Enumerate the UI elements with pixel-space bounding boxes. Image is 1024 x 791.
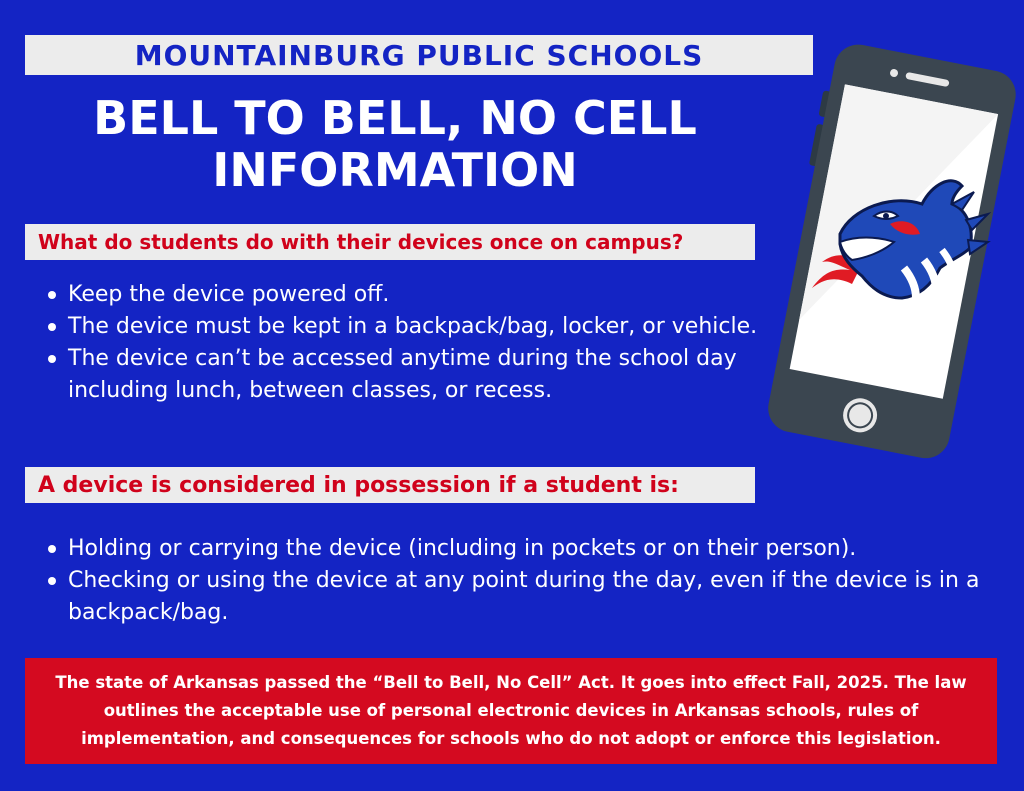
list-item: Holding or carrying the device (including in pockets or on their person). xyxy=(28,533,1018,565)
section-2-list xyxy=(28,533,1018,629)
title-line-1: BELL TO BELL, NO CELL xyxy=(93,91,697,145)
section-2-heading-banner xyxy=(25,467,755,503)
list-item: The device must be kept in a backpack/bag, locker, or vehicle. xyxy=(28,311,758,343)
list-item: The device can’t be accessed anytime during the school day including lunch, between classes, or recess. xyxy=(28,343,758,407)
list-item: Checking or using the device at any point during the day, even if the device is in a backpack/bag. xyxy=(28,565,1018,629)
page-title xyxy=(40,92,750,196)
section-1-list xyxy=(28,279,758,407)
school-name: MOUNTAINBURG PUBLIC SCHOOLS xyxy=(134,38,704,72)
section-1-heading-banner xyxy=(25,224,755,260)
legislation-notice xyxy=(25,658,997,764)
school-name-banner xyxy=(25,35,813,75)
title-line-2: INFORMATION xyxy=(212,143,578,197)
section-1-heading: What do students do with their devices once on campus? xyxy=(38,230,684,254)
section-2-heading: A device is considered in possession if a student is: xyxy=(38,472,679,498)
smartphone-icon xyxy=(756,36,1024,466)
legislation-notice-text: The state of Arkansas passed the “Bell to Bell, No Cell” Act. It goes into effect Fall, 2025. The law outlines the acceptable use of personal electronic devices in Arkansas schools, rules of implementation, and consequences for schools who do not adopt or enforce this legislation. xyxy=(55,673,967,748)
list-item: Keep the device powered off. xyxy=(28,279,758,311)
